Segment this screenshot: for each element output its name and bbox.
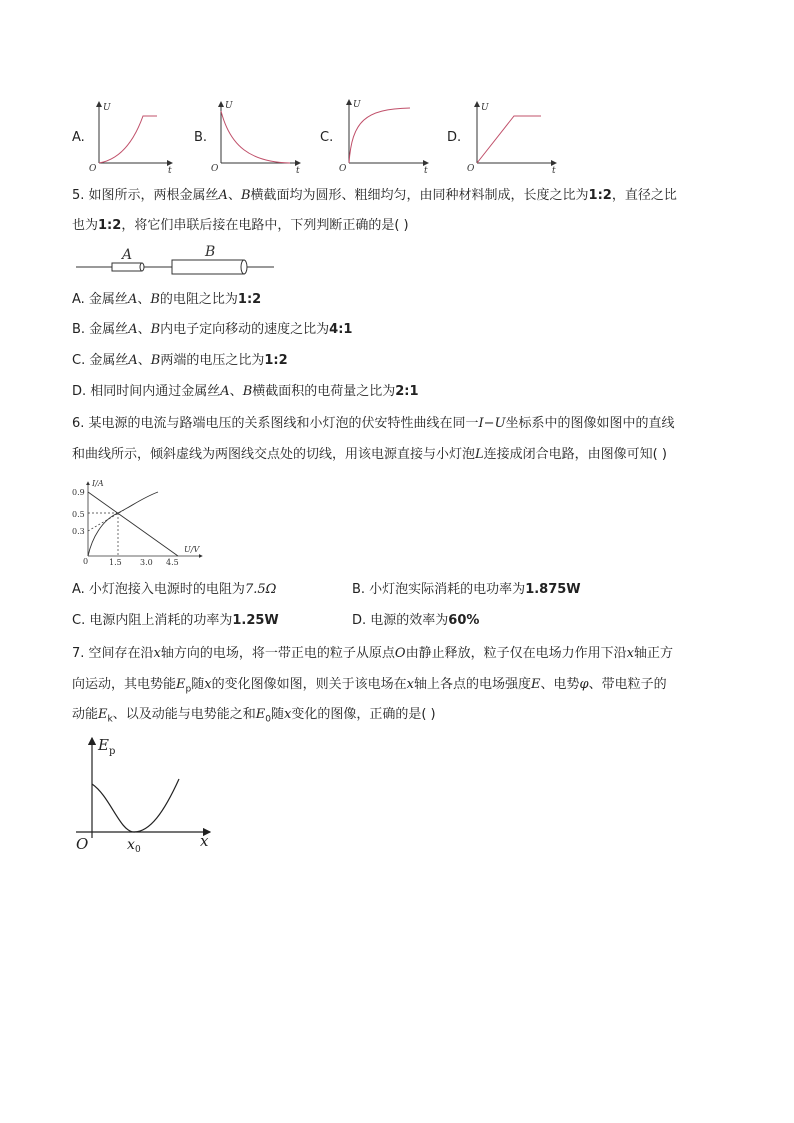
graph-d [467, 102, 556, 176]
q7-ep-label: E [98, 736, 109, 754]
q7-stem-line2: 向运动，其电势能$E_p$随x的变化图像如图，则关于该电场在x轴上各点的电场强度E、电势φ、带电粒子的 [72, 677, 667, 695]
q5-stem-line2: 也为1:2，将它们串联后接在电路中，下列判断正确的是( ) [72, 218, 409, 233]
wire-a-label: A [122, 247, 133, 263]
option-c-label[interactable]: C. [320, 130, 334, 145]
curve-a [99, 116, 157, 163]
option-graphs [0, 96, 794, 176]
graph-c [339, 100, 428, 176]
q6-ytick: 0.5 [72, 510, 85, 519]
u-label-a: U [103, 103, 111, 113]
q6-xtick: 3.0 [140, 558, 153, 567]
q5-option-a[interactable]: A. 金属丝A、B的电阻之比为1:2 [72, 292, 262, 307]
t-label-d: t [552, 166, 556, 176]
option-d-label[interactable]: D. [447, 130, 462, 145]
q5-stem-line1: 5. 如图所示，两根金属丝A、B横截面均为圆形、粗细均匀，由同种材料制成，长度之比为1:2，直径之比 [72, 188, 677, 203]
wire-b-label: B [205, 244, 216, 260]
q6-ylabel: I/A [92, 479, 104, 488]
q6-xlabel: U/V [184, 545, 200, 554]
q7-stem-line1: 7. 空间存在沿x轴方向的电场，将一带正电的粒子从原点O由静止释放，粒子仅在电场力作用下沿x轴正方 [72, 646, 673, 661]
t-label-c: t [424, 166, 428, 176]
q7-ep-curve [92, 779, 179, 832]
o-label-c: O [339, 164, 347, 174]
o-label-a: O [89, 164, 97, 174]
option-b-label[interactable]: B. [194, 130, 208, 145]
graph-b [211, 101, 300, 176]
q7-stem-line3: 动能$E_k$、以及动能与电势能之和$E_0$随x变化的图像，正确的是( ) [72, 707, 436, 725]
q7-ep-sub: p [109, 746, 116, 757]
q6-option-b[interactable]: B. 小灯泡实际消耗的电功率为1.875W [352, 582, 581, 597]
t-label-a: t [168, 166, 172, 176]
q7-ep-graph [72, 732, 222, 852]
q6-ytick: 0.3 [72, 527, 85, 536]
q6-xtick: 4.5 [166, 558, 179, 567]
q7-origin-label: O [76, 835, 89, 852]
q6-option-a[interactable]: A. 小灯泡接入电源时的电阻为7.5Ω [72, 582, 277, 597]
q6-source-line [88, 492, 178, 556]
curve-b [221, 111, 290, 163]
q6-option-d[interactable]: D. 电源的效率为60% [352, 613, 480, 628]
o-label-d: O [467, 164, 475, 174]
q6-ytick: 0.9 [72, 488, 85, 497]
option-a-label[interactable]: A. [72, 130, 85, 145]
q6-xtick: 1.5 [109, 558, 122, 567]
q5-wire-figure [72, 244, 282, 280]
q6-option-c[interactable]: C. 电源内阻上消耗的功率为1.25W [72, 613, 279, 628]
q5-option-c[interactable]: C. 金属丝A、B两端的电压之比为1:2 [72, 353, 288, 368]
curve-d [477, 116, 541, 163]
o-label-b: O [211, 164, 219, 174]
q7-x0-label: x [127, 837, 135, 852]
curve-c [349, 108, 410, 163]
q6-origin: 0 [83, 557, 89, 566]
q6-iu-graph [70, 478, 210, 568]
q7-x0-sub: 0 [135, 845, 141, 852]
q5-option-b[interactable]: B. 金属丝A、B内电子定向移动的速度之比为4:1 [72, 322, 353, 337]
u-label-b: U [225, 101, 233, 111]
u-label-c: U [353, 100, 361, 110]
graph-a [89, 102, 172, 176]
q6-bulb-curve [88, 492, 158, 556]
q6-stem-line2: 和曲线所示，倾斜虚线为两图线交点处的切线，用该电源直接与小灯泡L连接成闭合电路，由图像可知( ) [72, 447, 667, 462]
q5-option-d[interactable]: D. 相同时间内通过金属丝A、B横截面积的电荷量之比为2:1 [72, 384, 419, 399]
t-label-b: t [296, 166, 300, 176]
q6-stem-line1: 6. 某电源的电流与路端电压的关系图线和小灯泡的伏安特性曲线在同一I−U坐标系中的图像如图中的直线 [72, 416, 675, 431]
u-label-d: U [481, 103, 489, 113]
q7-x-label: x [200, 832, 209, 850]
